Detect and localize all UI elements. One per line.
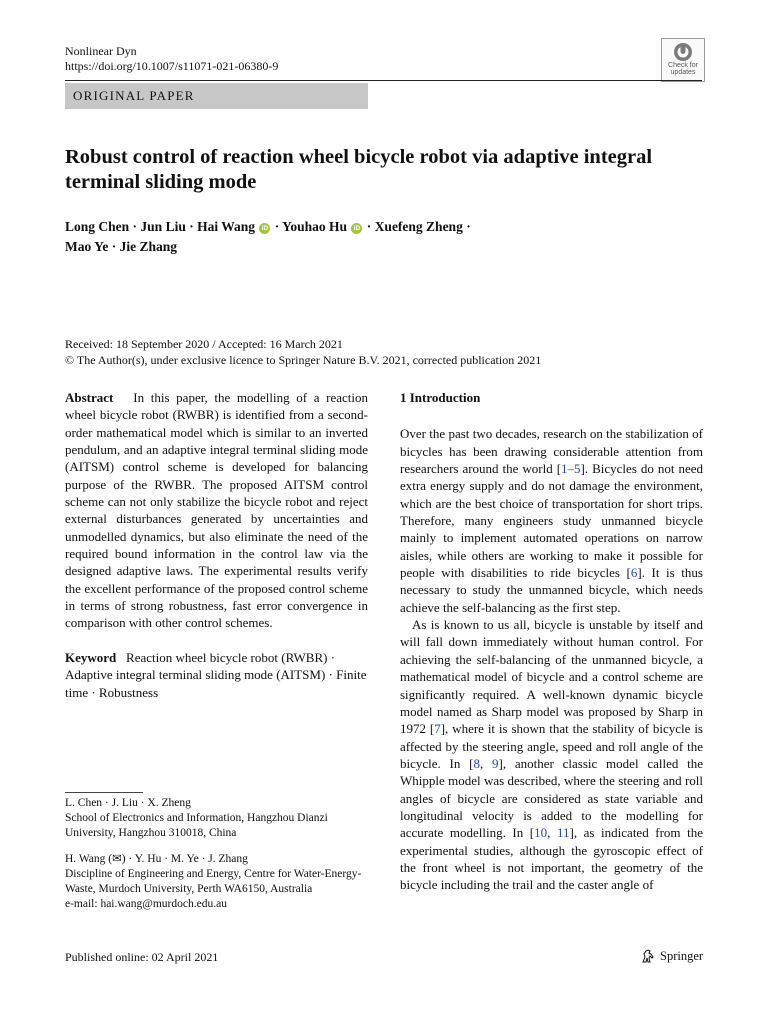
publication-dates	[65, 336, 705, 368]
keywords-label: Keyword	[65, 649, 117, 665]
abstract-label: Abstract	[65, 390, 114, 405]
citation-link[interactable]: 8	[473, 755, 480, 771]
abstract-text: In this paper, the modelling of a reaction wheel bicycle robot (RWBR) is identified from a second-order mathematical model which is similar to an inverted pendulum, and an adaptive integral terminal sliding mode (AITSM) control scheme is developed for balancing purpose of the RWBR. The proposed AITSM control scheme can not only stabilize the bicycle robot and reject external disturbances generated by uncertainties and unmodelled dynamics, but also eliminate the need of the required bound information in the control law via the designed adaptive laws. The experimental results verify the excellent performance of the proposed control scheme in terms of strong robustness, fast error convergence in comparison with other control schemes.	[65, 390, 368, 631]
publisher-name: Springer	[660, 948, 704, 963]
intro-paragraph-2	[400, 616, 703, 894]
doi-link[interactable]: https://doi.org/10.1007/s11071-021-06380-9	[65, 59, 279, 73]
check-for-updates-icon	[673, 42, 693, 62]
author-name[interactable]: Xuefeng Zheng	[374, 219, 463, 234]
section-heading: 1 Introduction	[400, 390, 481, 405]
author-name[interactable]: Mao Ye	[65, 239, 109, 254]
journal-name: Nonlinear Dyn	[65, 44, 137, 58]
paragraph-text: ,	[547, 825, 557, 841]
keywords	[65, 649, 368, 701]
citation-link[interactable]: 10	[534, 825, 548, 841]
author-separator: ·	[462, 219, 471, 234]
affiliation-names: L. Chen · J. Liu · X. Zheng	[65, 797, 191, 809]
citation-link[interactable]: 7	[434, 721, 441, 737]
paragraph-text: Over the past two decades, research on the stabilization of bicycles has been drawing considerable attention from researchers around the world [	[400, 426, 703, 477]
received-accepted-line: Received: 18 September 2020 / Accepted: 16 March 2021	[65, 337, 343, 351]
publisher-logo	[640, 948, 703, 964]
affiliation-institution: Discipline of Engineering and Energy, Centre for Water-Energy-Waste, Murdoch University, Perth WA6150, Australia	[65, 868, 362, 895]
orcid-icon[interactable]: iD	[259, 223, 270, 234]
paragraph-text: ,	[480, 755, 493, 771]
paragraph-text: ]. Bicycles do not need extra energy supply and do not damage the environment, which are the best choice of transportation for short trips. Therefore, many engineers study unmanned bicycle mainly to implement automated operations on narrow aisles, while others are working to make it possible for people with disabilities to ride bicycles [	[400, 461, 703, 581]
section-badge-label: ORIGINAL PAPER	[73, 88, 195, 103]
check-for-updates-button[interactable]	[661, 38, 705, 82]
abstract	[65, 389, 368, 632]
author-separator: ·	[108, 239, 120, 254]
citation-link[interactable]: 1–5	[561, 461, 581, 477]
corresponding-email[interactable]: e-mail: hai.wang@murdoch.edu.au	[65, 898, 227, 910]
section-badge	[65, 83, 368, 109]
author-name[interactable]: Long Chen	[65, 219, 130, 234]
journal-header	[65, 44, 278, 74]
springer-horse-icon	[640, 948, 656, 964]
author-name[interactable]: Jie Zhang	[119, 239, 178, 254]
published-online: Published online: 02 April 2021	[65, 950, 219, 964]
footnote-divider	[65, 792, 143, 793]
paragraph-text: As is known to us all, bicycle is unstable by itself and will fall down immediately without human control. For achieving the self-balancing of the unmanned bicycle, a mathematical model of bicycle and a control scheme are significantly required. A well-known dynamic bicycle model named as Sharp model was proposed by Sharp in 1972 [	[400, 617, 703, 737]
author-name[interactable]: Hai Wang	[197, 219, 255, 234]
check-for-updates-label-2: updates	[670, 69, 696, 76]
paragraph-text: ], as indicated from the experimental studies, although the gyroscopic effect of the front wheel is not important, the geometry of the bicycle including the trail and the caster angle of	[400, 825, 703, 893]
orcid-icon[interactable]: iD	[351, 223, 362, 234]
citation-link[interactable]: 11	[556, 825, 570, 841]
left-column	[65, 389, 368, 701]
author-name[interactable]: Youhao Hu	[282, 219, 348, 234]
paper-title: Robust control of reaction wheel bicycle robot via adaptive integral terminal sliding mode	[65, 146, 653, 193]
keywords-text: Reaction wheel bicycle robot (RWBR) · Adaptive integral terminal sliding mode (AITSM) · Finite time · Robustness	[65, 649, 367, 700]
intro-paragraph-1	[400, 425, 703, 616]
author-separator: ·	[271, 219, 283, 234]
author-name[interactable]: Jun Liu	[140, 219, 186, 234]
citation-link[interactable]: 6	[630, 565, 638, 581]
citation-link[interactable]: 9	[492, 755, 499, 771]
copyright-line: © The Author(s), under exclusive licence to Springer Nature B.V. 2021, corrected publication 2021	[65, 353, 542, 367]
author-separator: ·	[185, 219, 198, 234]
right-column	[400, 389, 703, 894]
paragraph-text: ]. It is thus necessary to study the unmanned bicycle, which needs achieve the self-balancing as the first step.	[400, 565, 703, 615]
paragraph-text: ], where it is shown that the stability of bicycle is affected by the steering angle, speed and roll angle of the bicycle. In [	[400, 721, 703, 771]
author-list	[65, 217, 705, 257]
paragraph-text: ], another classic model called the Whipple model was described, where the steering and roll angles of bicycle are considered as state variable and longitudinal velocity is added to the modelling for accurate modelling. In [	[400, 755, 704, 841]
affiliation-names: H. Wang (✉) · Y. Hu · M. Ye · J. Zhang	[65, 853, 248, 865]
author-separator: ·	[363, 219, 375, 234]
header-divider	[65, 80, 702, 81]
affiliations	[65, 796, 368, 912]
author-separator: ·	[129, 219, 141, 234]
check-for-updates-label-1: Check for	[668, 62, 698, 69]
affiliation-institution: School of Electronics and Information, Hangzhou Dianzi University, Hangzhou 310018, China	[65, 812, 328, 839]
